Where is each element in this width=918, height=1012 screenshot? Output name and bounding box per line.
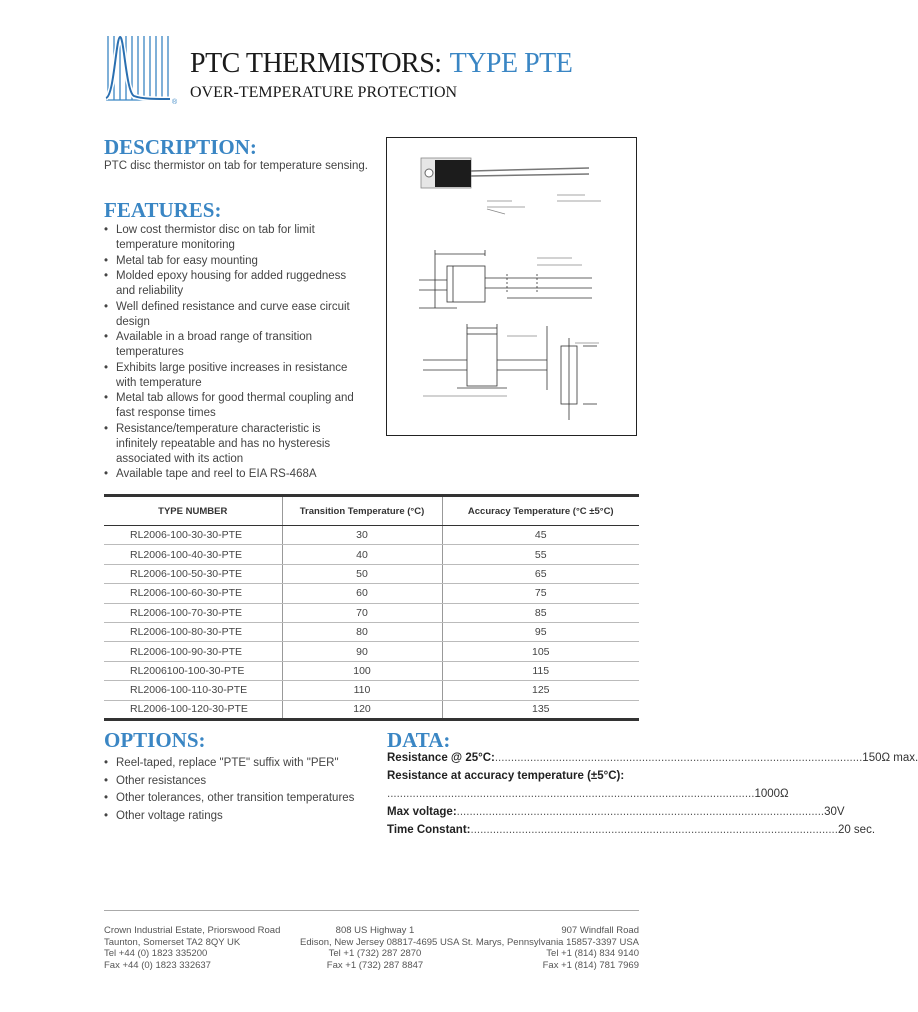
data-accuracy-label-line	[387, 770, 638, 782]
data-accuracy-value-line	[387, 788, 789, 800]
device-illustration	[421, 158, 589, 188]
table-row	[104, 681, 639, 700]
feature-item: • Available tape and reel to EIA RS-468A	[104, 467, 360, 482]
footer-line: St. Marys, Pennsylvania 15857-3397 USA	[461, 936, 639, 948]
dimension-drawing	[387, 138, 636, 435]
table-row	[104, 526, 639, 545]
footer-address-pa	[459, 925, 639, 971]
resistance-label: Resistance @ 25°C:	[387, 752, 495, 764]
registered-mark: ®	[172, 99, 178, 106]
leader-dots	[387, 788, 754, 800]
transition-temp-cell: 100	[282, 661, 442, 680]
title-type: TYPE PTE	[449, 48, 573, 79]
accuracy-temp-cell: 135	[442, 700, 639, 719]
table-header-row	[104, 496, 639, 526]
table-row	[104, 564, 639, 583]
footer-line: 907 Windfall Road	[561, 925, 639, 936]
table-row	[104, 700, 639, 719]
accuracy-temp-cell: 125	[442, 681, 639, 700]
footer-line: Taunton, Somerset TA2 8QY UK	[104, 936, 241, 948]
data-heading: DATA:	[387, 728, 451, 752]
footer-line: Edison, New Jersey 08817-4695 USA	[300, 936, 460, 948]
accuracy-temp-cell: 105	[442, 642, 639, 661]
accuracy-temp-cell: 115	[442, 661, 639, 680]
accuracy-temp-cell: 55	[442, 545, 639, 564]
data-time-constant	[387, 824, 876, 836]
col-header-type-number: TYPE NUMBER	[104, 496, 282, 526]
feature-item: • Well defined resistance and curve ease circuit design	[104, 300, 360, 330]
col-header-accuracy-temp: Accuracy Temperature (°C ±5°C)	[442, 496, 639, 526]
transition-temp-cell: 90	[282, 642, 442, 661]
transition-temp-cell: 80	[282, 622, 442, 641]
type-number-cell: RL2006-100-50-30-PTE	[104, 564, 282, 583]
feature-item: • Available in a broad range of transition temperatures	[104, 330, 360, 360]
table-row	[104, 603, 639, 622]
footer-line: Tel +1 (814) 834 9140	[546, 948, 639, 960]
data-resistance-25c	[387, 752, 918, 764]
footer-line: Crown Industrial Estate, Priorswood Road	[104, 925, 281, 936]
table-row	[104, 642, 639, 661]
transition-temp-cell: 70	[282, 603, 442, 622]
footer-line: Tel +44 (0) 1823 335200	[104, 948, 208, 960]
type-number-cell: RL2006-100-70-30-PTE	[104, 603, 282, 622]
table-row	[104, 622, 639, 641]
transition-temp-cell: 60	[282, 584, 442, 603]
col-header-transition-temp: Transition Temperature (°C)	[282, 496, 442, 526]
type-number-cell: RL2006-100-80-30-PTE	[104, 622, 282, 641]
footer-line: Fax +44 (0) 1823 332637	[104, 959, 211, 971]
footer-line: Tel +1 (732) 287 2870	[328, 948, 422, 960]
company-logo	[104, 34, 176, 106]
page-title	[190, 48, 572, 80]
type-number-cell: RL2006-100-40-30-PTE	[104, 545, 282, 564]
option-item: • Other voltage ratings	[104, 808, 374, 826]
table-row	[104, 661, 639, 680]
option-item: • Other tolerances, other transition temperatures	[104, 790, 374, 808]
resistance-value: 150Ω max.	[862, 752, 918, 764]
features-heading: FEATURES:	[104, 198, 222, 222]
features-list	[104, 223, 360, 483]
transition-temp-cell: 50	[282, 564, 442, 583]
feature-item: • Exhibits large positive increases in resistance with temperature	[104, 361, 360, 391]
type-number-table	[104, 494, 639, 721]
feature-item: • Low cost thermistor disc on tab for limit temperature monitoring	[104, 223, 360, 253]
max-voltage-value: 30V	[824, 806, 845, 818]
footer-line: 808 US Highway 1	[335, 925, 415, 936]
accuracy-temp-cell: 75	[442, 584, 639, 603]
leader-dots	[457, 806, 824, 818]
type-number-cell: RL2006-100-110-30-PTE	[104, 681, 282, 700]
options-heading: OPTIONS:	[104, 728, 206, 752]
feature-item: • Molded epoxy housing for added ruggedness and reliability	[104, 269, 360, 299]
accuracy-temp-cell: 65	[442, 564, 639, 583]
footer-divider	[104, 910, 639, 911]
footer-line: Fax +1 (814) 781 7969	[542, 959, 639, 971]
time-constant-label: Time Constant:	[387, 824, 471, 836]
page-subtitle: OVER-TEMPERATURE PROTECTION	[190, 84, 458, 101]
feature-item: • Resistance/temperature characteristic is infinitely repeatable and has no hysteresis associated with its action	[104, 422, 360, 467]
options-list	[104, 755, 374, 825]
dimension-drawing-panel	[386, 137, 637, 436]
option-item: • Other resistances	[104, 773, 374, 791]
accuracy-temp-cell: 45	[442, 526, 639, 545]
feature-item: • Metal tab for easy mounting	[104, 254, 360, 269]
footer-line: Fax +1 (732) 287 8847	[326, 959, 424, 971]
accuracy-temp-cell: 95	[442, 622, 639, 641]
leader-dots	[495, 752, 862, 764]
footer-address-uk	[104, 925, 280, 971]
option-item: • Reel-taped, replace "PTE" suffix with "PER"	[104, 755, 374, 773]
type-number-cell: RL2006-100-30-30-PTE	[104, 526, 282, 545]
feature-item: • Metal tab allows for good thermal coupling and fast response times	[104, 391, 360, 421]
transition-temp-cell: 40	[282, 545, 442, 564]
type-number-cell: RL2006-100-90-30-PTE	[104, 642, 282, 661]
data-max-voltage	[387, 806, 845, 818]
description-text: PTC disc thermistor on tab for temperature sensing.	[104, 160, 368, 172]
time-constant-value: 20 sec.	[837, 824, 876, 836]
accuracy-temp-cell: 85	[442, 603, 639, 622]
accuracy-label: Resistance at accuracy temperature (±5°C):	[387, 770, 625, 782]
type-number-cell: RL2006-100-120-30-PTE	[104, 700, 282, 719]
transition-temp-cell: 110	[282, 681, 442, 700]
type-number-cell: RL2006-100-60-30-PTE	[104, 584, 282, 603]
description-heading: DESCRIPTION:	[104, 135, 257, 159]
transition-temp-cell: 30	[282, 526, 442, 545]
leader-dots	[471, 824, 838, 836]
accuracy-value: 1000Ω	[754, 788, 789, 800]
table-row	[104, 584, 639, 603]
max-voltage-label: Max voltage:	[387, 806, 457, 818]
footer-address-nj	[300, 925, 460, 971]
transition-temp-cell: 120	[282, 700, 442, 719]
table-row	[104, 545, 639, 564]
type-number-cell: RL2006100-100-30-PTE	[104, 661, 282, 680]
title-main: PTC THERMISTORS:	[190, 48, 442, 79]
